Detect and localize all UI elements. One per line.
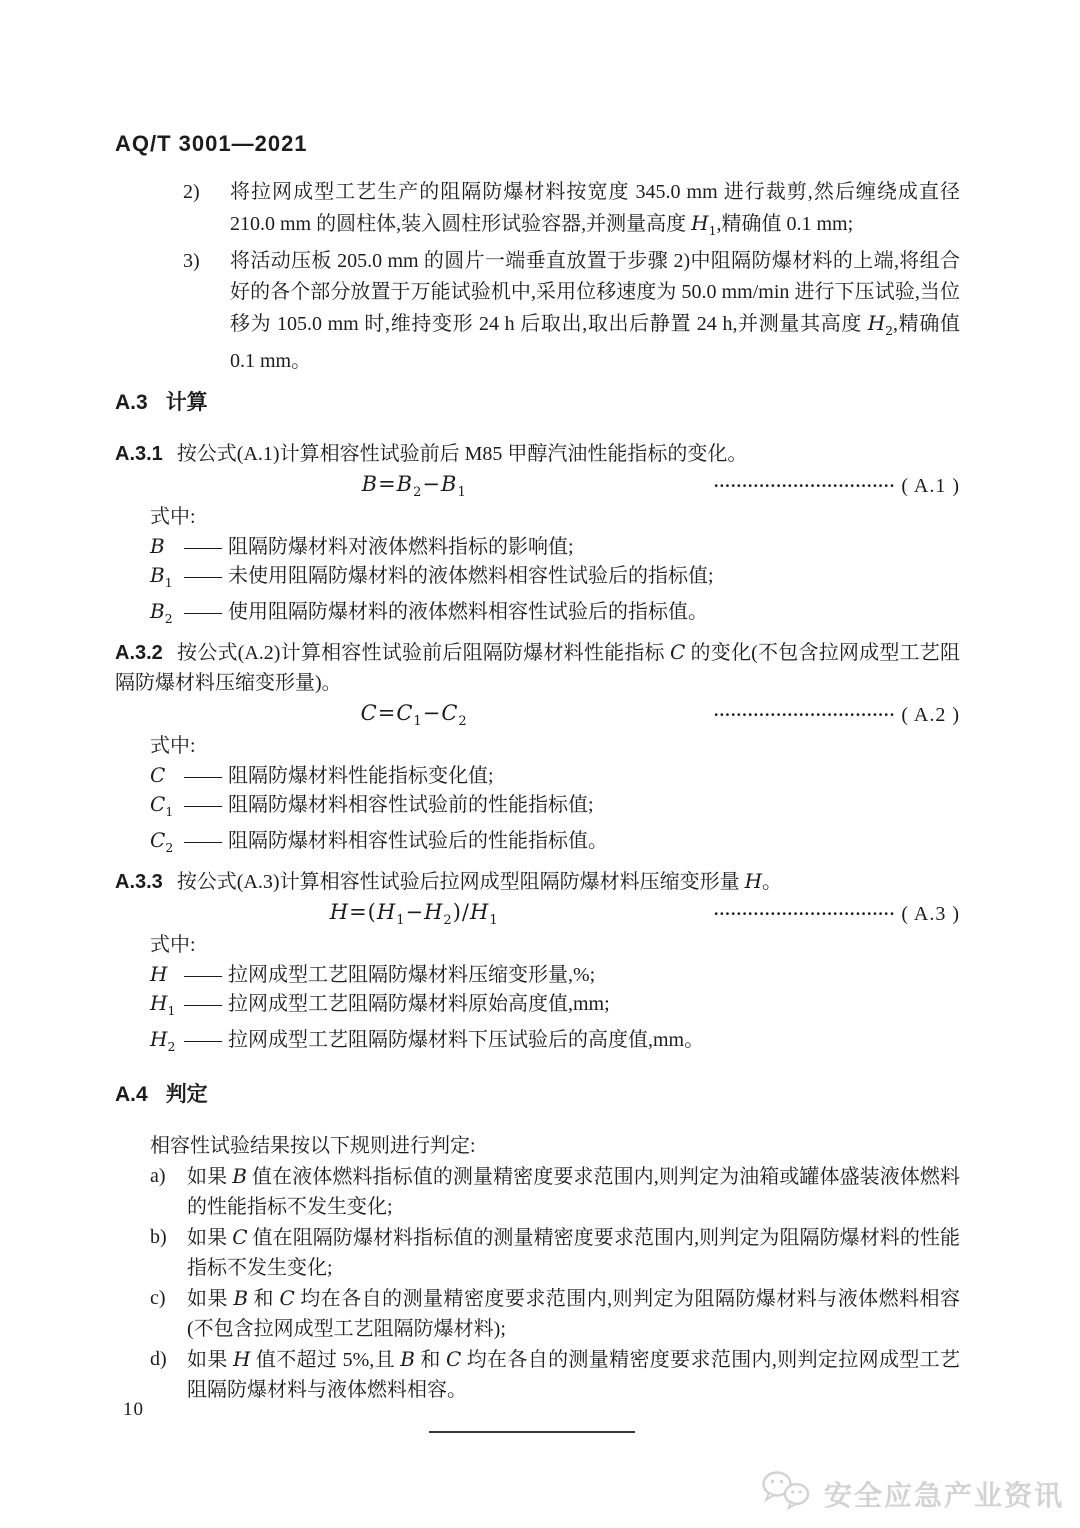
rule-text: 如果 B 和 C 均在各自的测量精密度要求范围内,则判定为阻隔防爆材料与液体燃料相容(不包含拉网成型工艺阻隔防爆材料); [187,1286,961,1340]
definition-dash: —— [184,830,220,852]
symbol: $H_1$ [150,991,176,1018]
symbol: $C_1$ [150,792,174,819]
section-title: 计算 [165,391,208,414]
clause-label: A.3.2 [115,642,163,664]
definition-row [150,1025,960,1061]
definition-dash: —— [184,601,220,623]
clause-label: A.3.3 [115,871,163,893]
formula-number: ( A.2 ) [901,703,960,726]
list-item [150,1344,960,1405]
formula-leader-dots: ································ [713,476,895,495]
symbol: H [150,962,168,986]
section-heading-a4 [115,1083,960,1107]
clause-text: 按公式(A.3)计算相容性试验后拉网成型阻隔防爆材料压缩变形量 H。 [176,869,783,893]
list-marker: c) [150,1287,166,1309]
symbol: $H_2$ [150,1027,176,1054]
clause-label: A.3.1 [115,443,163,465]
definition-dash: —— [184,765,220,787]
formula-number: ( A.3 ) [901,902,961,925]
list-item [150,1283,960,1344]
symbol-definitions [150,960,960,1061]
wechat-logo-icon [760,1469,814,1518]
definition-dash: —— [184,1029,220,1051]
procedure-steps [115,177,960,377]
step-text: 将拉网成型工艺生产的阻隔防爆材料按宽度 345.0 mm 进行裁剪,然后缠绕成直径 210.0 mm 的圆柱体,装入圆柱形试验容器,并测量高度 $H_1$,精确值 0.1 mm; [230,181,960,238]
definition-text: 拉网成型工艺阻隔防爆材料原始高度值,mm; [228,993,610,1015]
formula-leader-dots: ································ [713,904,895,923]
definition-text: 阻隔防爆材料性能指标变化值; [228,765,494,787]
where-label: 式中: [150,506,196,528]
list-item [150,1222,960,1283]
symbol: $C_2$ [150,828,174,855]
definition-dash: —— [184,993,220,1015]
list-marker: 2) [183,181,200,203]
definition-dash: —— [184,536,220,558]
section-heading-a3 [115,391,960,415]
list-item [115,177,960,246]
clause-text: 按公式(A.1)计算相容性试验前后 M85 甲醇汽油性能指标的变化。 [176,443,748,465]
definition-text: 阻隔防爆材料相容性试验后的性能指标值。 [228,830,608,852]
clause-paragraph [115,637,960,698]
document-end-rule [429,1431,635,1433]
list-item [150,1161,960,1222]
definition-text: 拉网成型工艺阻隔防爆材料下压试验后的高度值,mm。 [228,1029,705,1051]
definition-row [150,989,960,1025]
definition-dash: —— [184,565,220,587]
symbol-definitions [150,761,960,862]
standard-number: AQ/T 3001—2021 [115,131,308,156]
symbol-definitions [150,532,960,633]
definition-row [150,790,960,826]
definition-text: 拉网成型工艺阻隔防爆材料压缩变形量,%; [228,964,596,986]
symbol: $B_1$ [150,563,173,590]
where-label: 式中: [150,735,196,757]
section-number: A.3 [115,391,148,414]
section-title: 判定 [165,1083,208,1106]
page-number: 10 [123,1399,144,1420]
judgement-rules [115,1161,960,1405]
formula [115,469,960,503]
definition-row [150,561,960,597]
rule-text: 如果 B 值在液体燃料指标值的测量精密度要求范围内,则判定为油箱或罐体盛装液体燃料的性能指标不发生变化; [187,1164,961,1218]
rule-text: 如果 C 值在阻隔防爆材料指标值的测量精密度要求范围内,则判定为阻隔防爆材料的性能指标不发生变化; [187,1225,961,1279]
definition-dash: —— [184,794,220,816]
rule-text: 如果 H 值不超过 5%,且 B 和 C 均在各自的测量精密度要求范围内,则判定拉网成型工艺阻隔防爆材料与液体燃料相容。 [187,1347,961,1401]
rules-intro: 相容性试验结果按以下规则进行判定: [150,1135,476,1157]
clause-text: 按公式(A.2)计算相容性试验前后阻隔防爆材料性能指标 C 的变化(不包含拉网成型工艺阻隔防爆材料压缩变形量)。 [115,640,960,694]
definition-row [150,960,960,989]
where-label: 式中: [150,934,196,956]
definition-dash: —— [184,964,220,986]
list-marker: a) [150,1165,166,1187]
clause-paragraph [115,439,960,469]
definition-text: 阻隔防爆材料相容性试验前的性能指标值; [228,794,594,816]
footer-watermark [760,1469,1064,1518]
watermark-text: 安全应急产业资讯 [823,1479,1064,1511]
formula-leader-dots: ································ [713,705,895,724]
symbol: C [150,763,166,787]
formula-number: ( A.1 ) [901,474,961,497]
symbol: $B_2$ [150,599,173,626]
formula [115,897,960,931]
definition-text: 阻隔防爆材料对液体燃料指标的影响值; [228,536,574,558]
definition-row [150,826,960,862]
list-item [115,246,960,377]
step-text: 将活动压板 205.0 mm 的圆片一端垂直放置于步骤 2)中阻隔防爆材料的上端,将组合好的各个部分放置于万能试验机中,采用位移速度为 50.0 mm/min 进行下压试验,当位移为 105.0 mm 时,维持变形 24 h 后取出,取出后静置 24 h,并测量其高度 $H_2$,精确值 0.1 mm。 [230,250,960,372]
clause-paragraph [115,866,960,897]
symbol: B [150,534,165,558]
definition-row [150,597,960,633]
formula [115,698,960,732]
definition-row [150,761,960,790]
list-marker: 3) [183,250,200,272]
definition-text: 未使用阻隔防爆材料的液体燃料相容性试验后的指标值; [228,565,714,587]
definition-text: 使用阻隔防爆材料的液体燃料相容性试验后的指标值。 [228,601,708,623]
formula-expression: $B=B_2-B_1$ [361,471,467,501]
definition-row [150,532,960,561]
formula-expression: $C=C_1-C_2$ [360,700,468,730]
section-number: A.4 [115,1083,148,1106]
list-marker: b) [150,1226,167,1248]
formula-expression: $H=(H_1-H_2)/H_1$ [329,899,499,929]
list-marker: d) [150,1348,167,1370]
